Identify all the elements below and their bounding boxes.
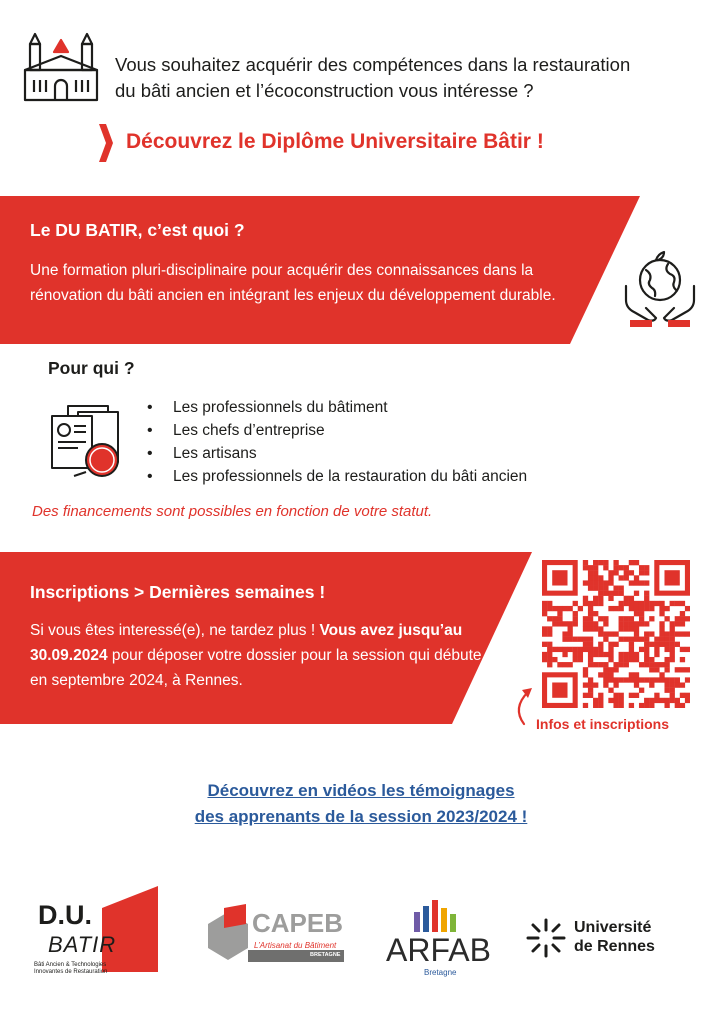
what-section-body: Une formation pluri-disciplinaire pour acquérir des connaissances dans la rénovation du bâti ancien en intégrant les enjeux du développement durable.: [30, 262, 556, 304]
signup-body-post: pour déposer votre dossier pour la session qui débute en septembre 2024, à Rennes.: [30, 647, 482, 689]
globe-hands-icon: [622, 246, 698, 330]
qr-caption: Infos et inscriptions: [536, 716, 670, 732]
capeb-region: BRETAGNE: [310, 952, 341, 958]
du-logo-name: BATIR: [48, 932, 117, 957]
chevron-right-icon: [97, 124, 113, 162]
du-batir-logo: [28, 886, 164, 986]
headline: Découvrez le Diplôme Universitaire Bâtir !: [126, 130, 544, 153]
who-section-title: Pour qui ?: [48, 358, 135, 378]
video-testimonials-link[interactable]: [0, 778, 722, 830]
what-section-title: Le DU BATIR, c’est quoi ?: [30, 220, 245, 240]
list-item: • Les professionnels de la restauration du bâti ancien: [147, 465, 527, 488]
rennes-line-1: Université: [574, 919, 652, 936]
rennes-name: [574, 918, 655, 956]
signup-section-title: Inscriptions > Dernières semaines !: [30, 582, 326, 602]
du-logo-title: D.U.: [38, 900, 92, 930]
arfab-region: Bretagne: [424, 968, 457, 977]
church-icon: [22, 30, 100, 102]
capeb-name: CAPEB: [252, 908, 344, 938]
signup-deadline: Vous avez jusqu’au 30.09.2024: [30, 622, 463, 664]
list-item: • Les chefs d’entreprise: [147, 419, 527, 442]
signup-section-body: [30, 618, 500, 693]
audience-list: [147, 396, 527, 488]
documents-magnifier-icon: [48, 404, 130, 480]
video-link-line-1[interactable]: Découvrez en vidéos les témoignages: [207, 781, 515, 800]
signup-body-pre: Si vous êtes interessé(e), ne tardez plus !: [30, 622, 320, 639]
arfab-name: ARFAB: [386, 932, 491, 968]
du-logo-tagline: [34, 962, 107, 976]
financing-note: Des financements sont possibles en fonction de votre statut.: [32, 503, 433, 520]
intro-text: [115, 52, 695, 104]
video-link-line-2[interactable]: des apprenants de la session 2023/2024 !: [194, 807, 528, 826]
list-item: • Les professionnels du bâtiment: [147, 396, 527, 419]
universite-rennes-logo: [526, 916, 676, 960]
intro-line-1: Vous souhaitez acquérir des compétences dans la restauration: [115, 54, 631, 75]
intro-line-2: du bâti ancien et l’écoconstruction vous intéresse ?: [115, 80, 534, 101]
universite-rennes-mark: [526, 918, 566, 958]
capeb-tagline: L’Artisanat du Bâtiment: [254, 941, 337, 950]
qr-code-icon[interactable]: [542, 560, 690, 708]
du-logo-tagline-1: Bâti Ancien & Technologies: [34, 962, 107, 968]
list-item: • Les artisans: [147, 442, 527, 465]
du-logo-tagline-2: Innovantes de Restauration: [34, 969, 108, 975]
curved-arrow-icon: [510, 684, 538, 728]
capeb-logo: [206, 904, 348, 966]
arfab-logo: [384, 898, 491, 980]
rennes-line-2: de Rennes: [574, 938, 655, 955]
